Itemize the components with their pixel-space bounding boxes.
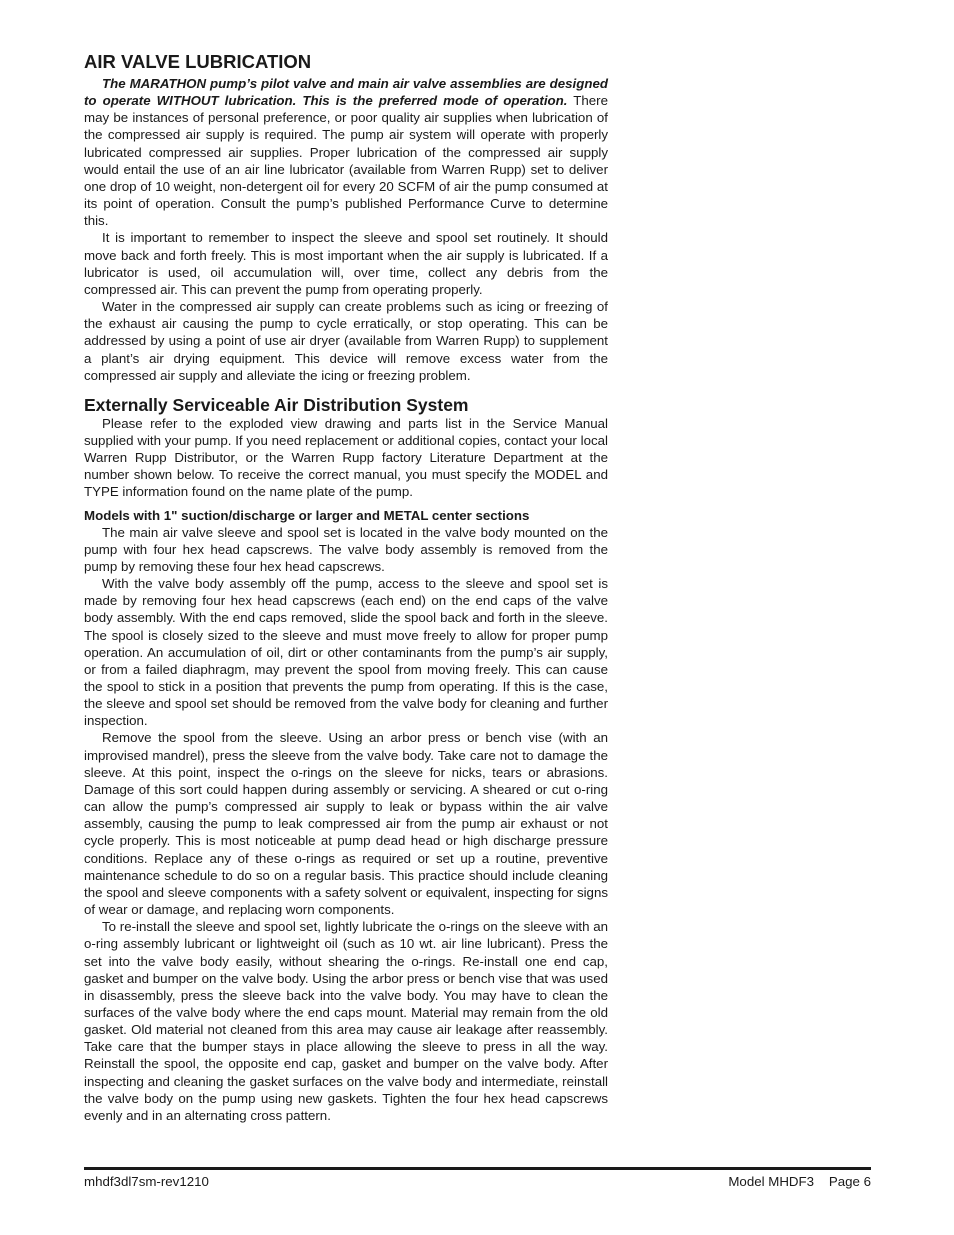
air-distribution-paragraph-4: Remove the spool from the sleeve. Using an arbor press or bench vise (with an improvised mandrel), press the sleeve from the valve body. Take care not to damage the sleeve. At this point, inspect the o-rings on the sleeve for nicks, tears or abrasions. Damage of this sort could happen during assembly or servicing. A sheared or cut o-ring can allow the pump’s compressed air supply to leak or bypass within the air valve assembly, causing the pump to leak compressed air from the pump air exhaust or not cycle properly. This is most noticeable at pump dead head or high discharge pressure conditions. Replace any of these o-rings as required or set up a routine, preventive maintenance schedule to do so on a regular basis. This practice should include cleaning the spool and sleeve components with a safety solvent or equivalent, inspecting for signs of wear or damage, and replacing worn components. [84, 730, 608, 918]
metal-center-subheading: Models with 1" suction/discharge or larger and METAL center sections [84, 507, 530, 523]
lubrication-body-text: There may be instances of personal preference, or poor quality air supplies when lubrication of the compressed air supply is required. The pump air system will operate with properly lubricated compressed air supplies. Proper lubrication of the compressed air supply would entail the use of an air line lubricator (available from Warren Rupp) set to deliver one drop of 10 weight, non-detergent oil for every 20 SCFM of air the pump consumed at its point of operation. Consult the pump’s published Performance Curve to determine this. [84, 93, 608, 229]
lubrication-lead-text: The MARATHON pump’s pilot valve and main air valve assemblies are designed to operate WITHOUT lubrication. This is the preferred mode of operation. [84, 76, 608, 109]
footer-page-info [728, 1174, 871, 1189]
lubrication-paragraph-1 [84, 75, 608, 229]
footer-divider [84, 1167, 871, 1170]
air-distribution-paragraph-3: With the valve body assembly off the pump, access to the sleeve and spool set is made by removing four hex head capscrews (each end) on the end caps of the valve body assembly. With the end caps removed, slide the spool back and forth in the sleeve. The spool is closely sized to the sleeve and must move freely to allow for proper pump operation. An accumulation of oil, dirt or other contaminants from the pump’s air supply, or from a failed diaphragm, may prevent the spool from moving freely. This can cause the spool to stick in a position that prevents the pump from operating. If this is the case, the sleeve and spool set should be removed from the valve body for cleaning and further inspection. [84, 576, 608, 729]
footer-doc-code: mhdf3dl7sm-rev1210 [84, 1174, 209, 1189]
air-distribution-paragraph-2: The main air valve sleeve and spool set is located in the valve body mounted on the pump with four hex head capscrews. The valve body assembly is removed from the pump by removing these four hex head capscrews. [84, 524, 608, 574]
lubrication-paragraph-3: Water in the compressed air supply can create problems such as icing or freezing of the exhaust air causing the pump to cycle erratically, or stop operating. This can be addressed by using a point of use air dryer (available from Warren Rupp) to supplement a plant’s air drying equipment. This device will remove excess water from the compressed air supply and alleviate the icing or freezing problem. [84, 299, 608, 383]
lubrication-paragraph-2: It is important to remember to inspect the sleeve and spool set routinely. It should move back and forth freely. This is most important when the air supply is lubricated. If a lubricator is used, oil accumulation will, over time, collect any debris from the compressed air. This can prevent the pump from operating properly. [84, 230, 608, 297]
page-content [84, 52, 608, 1124]
footer-page-number: Page 6 [828, 1174, 871, 1189]
air-valve-lubrication-heading: AIR VALVE LUBRICATION [84, 51, 312, 72]
air-distribution-heading: Externally Serviceable Air Distribution System [84, 394, 469, 415]
air-distribution-paragraph-1: Please refer to the exploded view drawing and parts list in the Service Manual supplied with your pump. If you need replacement or additional copies, contact your local Warren Rupp Distributor, or the Warren Rupp factory Literature Department at the number shown below. To receive the correct manual, you must specify the MODEL and TYPE information found on the name plate of the pump. [84, 415, 608, 500]
air-distribution-paragraph-5: To re-install the sleeve and spool set, lightly lubricate the o-rings on the sleeve with an o-ring assembly lubricant or lightweight oil (such as 10 wt. air line lubricant). Press the set into the valve body easily, without shearing the o-rings. Re-install one end cap, gasket and bumper on the valve body. Using the arbor press or bench vise that was used in disassembly, press the sleeve back into the valve body. You may have to clean the surfaces of the valve body where the end caps mount. Material may remain from the old gasket. Old material not cleaned from this area may cause air leakage after reassembly. Take care that the bumper stays in place allowing the sleeve to press in all the way. Reinstall the spool, the opposite end cap, gasket and bumper on the valve body. After inspecting and cleaning the gasket surfaces on the valve body and intermediate, reinstall the valve body on the pump using new gaskets. Tighten the four hex head capscrews evenly and in an alternating cross pattern. [84, 919, 608, 1123]
footer-model: Model MHDF3 [728, 1174, 815, 1189]
